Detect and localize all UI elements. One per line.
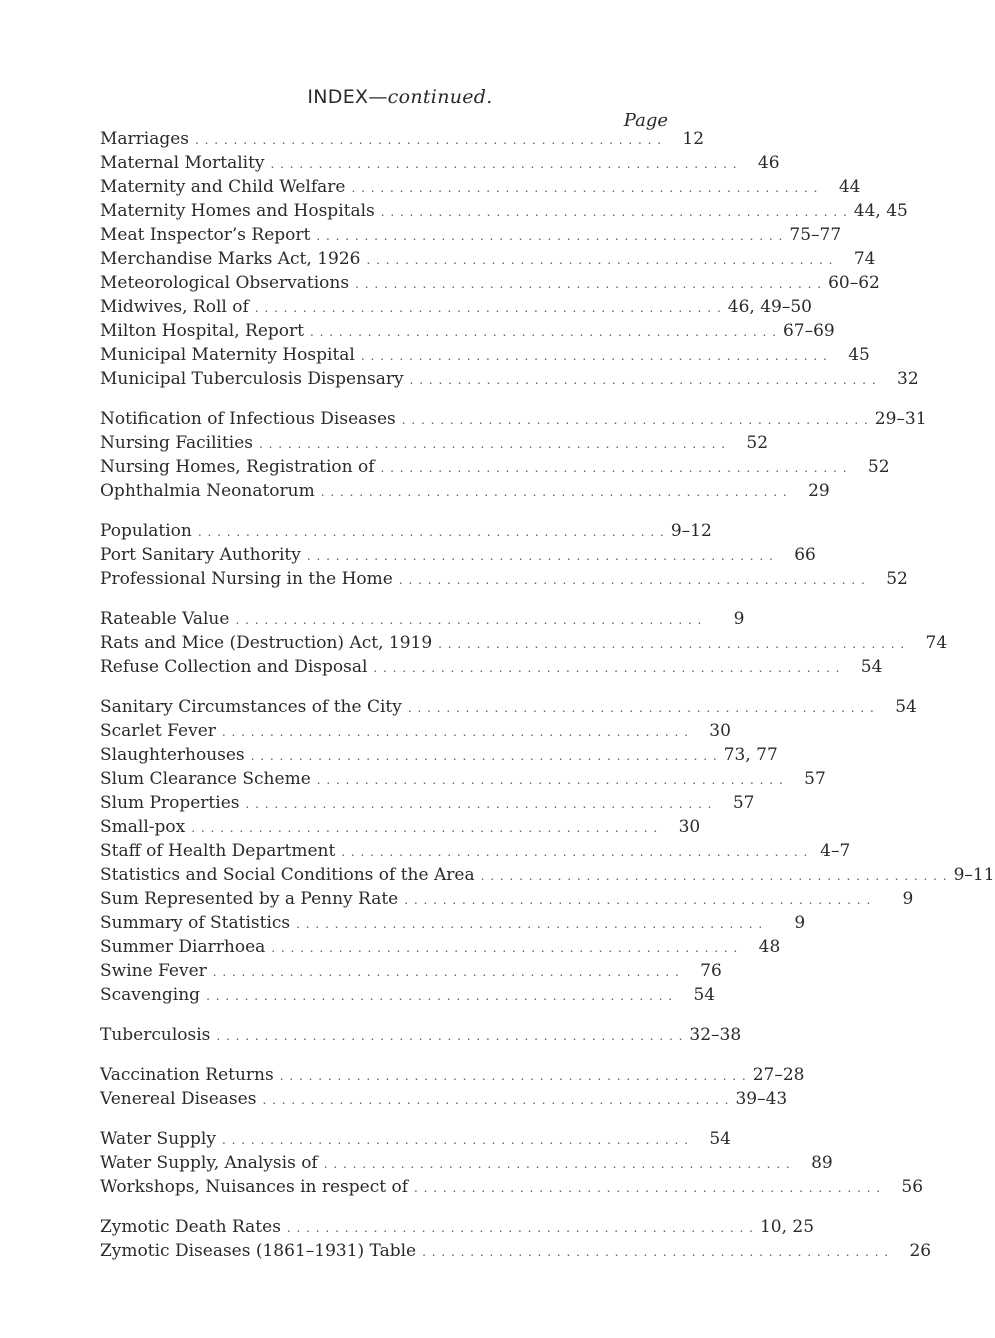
index-entry-title: Refuse Collection and Disposal (100, 657, 368, 677)
index-entry-pages: 12 (682, 129, 705, 149)
index-entry-title: Scavenging (100, 985, 201, 1005)
index-entry-title: Meat Inspector’s Report (100, 225, 311, 245)
dot-leader: . . . . . . . . . . . . . . . . . . . . . . . . . . . . . . . . . . . . . . . . . . . . . . . . . (262, 1093, 730, 1107)
index-entry-title: Water Supply, Analysis of (100, 1153, 318, 1173)
dot-leader: . . . . . . . . . . . . . . . . . . . . . . . . . . . . . . . . . . . . . . . . . . . . . . . . . (401, 413, 869, 427)
index-entry (100, 479, 830, 503)
index-entry-title: Swine Fever (100, 961, 207, 981)
index-entry-pages: 27–28 (752, 1065, 805, 1085)
index-entry (100, 695, 917, 719)
dot-leader: . . . . . . . . . . . . . . . . . . . . . . . . . . . . . . . . . . . . . . . . . . . . . . . . . (438, 637, 906, 651)
index-entry (100, 543, 816, 567)
index-group (100, 1023, 742, 1047)
index-entry (100, 631, 948, 655)
index-entry (100, 407, 927, 431)
index-entry-pages: 45 (848, 345, 870, 365)
index-entry-pages: 60–62 (828, 273, 880, 293)
dot-leader: . . . . . . . . . . . . . . . . . . . . . . . . . . . . . . . . . . . . . . . . . . . . . . . . . (306, 549, 774, 563)
index-entry (100, 935, 781, 959)
index-entry (100, 815, 701, 839)
index-entry-pages: 9–11 (953, 865, 995, 885)
index-entry (100, 743, 778, 767)
index-entry-pages: 9 (794, 913, 806, 933)
index-entry-title: Zymotic Diseases (1861–1931) Table (100, 1241, 417, 1261)
dot-leader: . . . . . . . . . . . . . . . . . . . . . . . . . . . . . . . . . . . . . . . . . . . . . . . . . (296, 917, 764, 931)
index-entry (100, 607, 745, 631)
dot-leader: . . . . . . . . . . . . . . . . . . . . . . . . . . . . . . . . . . . . . . . . . . . . . . . . . (355, 277, 823, 291)
dot-leader: . . . . . . . . . . . . . . . . . . . . . . . . . . . . . . . . . . . . . . . . . . . . . . . . . (191, 821, 659, 835)
index-entry (100, 719, 731, 743)
index-entry-pages: 74 (853, 249, 876, 269)
index-entry-title: Milton Hospital, Report (100, 321, 304, 341)
page-column-label: Page (623, 110, 668, 131)
dot-leader: . . . . . . . . . . . . . . . . . . . . . . . . . . . . . . . . . . . . . . . . . . . . . . . . . (351, 181, 819, 195)
index-entry-title: Maternal Mortality (100, 153, 265, 173)
index-entry (100, 431, 769, 455)
index-entry (100, 959, 722, 983)
index-entry (100, 319, 835, 343)
index-entry-title: Zymotic Death Rates (100, 1217, 281, 1237)
index-entry-pages: 48 (758, 937, 781, 957)
index-entry (100, 247, 876, 271)
dot-leader: . . . . . . . . . . . . . . . . . . . . . . . . . . . . . . . . . . . . . . . . . . . . . . . . . (221, 1133, 689, 1147)
index-entry-title: Municipal Tuberculosis Dispensary (100, 369, 404, 389)
dot-leader: . . . . . . . . . . . . . . . . . . . . . . . . . . . . . . . . . . . . . . . . . . . . . . . . . (259, 437, 727, 451)
index-list (100, 127, 995, 1279)
dot-leader: . . . . . . . . . . . . . . . . . . . . . . . . . . . . . . . . . . . . . . . . . . . . . . . . . (373, 661, 841, 675)
index-entry-title: Maternity Homes and Hospitals (100, 201, 375, 221)
index-entry-title: Slaughterhouses (100, 745, 245, 765)
index-entry-pages: 74 (925, 633, 948, 653)
index-entry-pages: 54 (860, 657, 883, 677)
index-entry (100, 567, 908, 591)
index-entry-title: Nursing Homes, Registration of (100, 457, 375, 477)
index-entry (100, 791, 755, 815)
index-entry-pages: 54 (895, 697, 917, 717)
index-entry (100, 839, 851, 863)
index-entry-pages: 44, 45 (853, 201, 908, 221)
index-entry-title: Marriages (100, 129, 190, 149)
index-entry-title: Slum Clearance Scheme (100, 769, 311, 789)
index-entry (100, 295, 812, 319)
dot-leader: . . . . . . . . . . . . . . . . . . . . . . . . . . . . . . . . . . . . . . . . . . . . . . . . . (245, 797, 713, 811)
index-entry-pages: 52 (867, 457, 890, 477)
index-entry-pages: 56 (901, 1177, 924, 1197)
index-heading-main: INDEX (307, 86, 369, 108)
index-entry-pages: 32 (897, 369, 919, 389)
index-entry-title: Tuberculosis (100, 1025, 211, 1045)
index-entry-pages: 75–77 (789, 225, 842, 245)
index-entry-pages: 46 (757, 153, 780, 173)
dot-leader: . . . . . . . . . . . . . . . . . . . . . . . . . . . . . . . . . . . . . . . . . . . . . . . . . (197, 525, 665, 539)
index-entry-pages: 89 (811, 1153, 833, 1173)
dot-leader: . . . . . . . . . . . . . . . . . . . . . . . . . . . . . . . . . . . . . . . . . . . . . . . . . (286, 1221, 754, 1235)
index-entry (100, 343, 870, 367)
index-entry-title: Statistics and Social Conditions of the Area (100, 865, 475, 885)
index-group (100, 695, 995, 1007)
index-entry-pages: 32–38 (689, 1025, 742, 1045)
index-entry-title: Sum Represented by a Penny Rate (100, 889, 399, 909)
index-entry (100, 455, 890, 479)
index-entry (100, 767, 826, 791)
index-entry-pages: 54 (709, 1129, 731, 1149)
dot-leader: . . . . . . . . . . . . . . . . . . . . . . . . . . . . . . . . . . . . . . . . . . . . . . . . . (320, 485, 788, 499)
dot-leader: . . . . . . . . . . . . . . . . . . . . . . . . . . . . . . . . . . . . . . . . . . . . . . . . . (341, 845, 809, 859)
index-entry-title: Professional Nursing in the Home (100, 569, 393, 589)
index-entry-pages: 44 (838, 177, 861, 197)
dot-leader: . . . . . . . . . . . . . . . . . . . . . . . . . . . . . . . . . . . . . . . . . . . . . . . . . (270, 157, 738, 171)
index-group (100, 1215, 932, 1263)
index-heading (0, 86, 800, 108)
index-group (100, 607, 948, 679)
index-entry-pages: 46, 49–50 (727, 297, 812, 317)
index-entry (100, 271, 880, 295)
dot-leader: . . . . . . . . . . . . . . . . . . . . . . . . . . . . . . . . . . . . . . . . . . . . . . . . . (380, 461, 848, 475)
index-entry-pages: 9 (902, 889, 914, 909)
index-entry (100, 863, 995, 887)
index-entry-pages: 39–43 (735, 1089, 788, 1109)
index-entry-title: Summer Diarrhoea (100, 937, 266, 957)
dot-leader: . . . . . . . . . . . . . . . . . . . . . . . . . . . . . . . . . . . . . . . . . . . . . . . . . (309, 325, 777, 339)
dot-leader: . . . . . . . . . . . . . . . . . . . . . . . . . . . . . . . . . . . . . . . . . . . . . . . . . (409, 373, 877, 387)
dot-leader: . . . . . . . . . . . . . . . . . . . . . . . . . . . . . . . . . . . . . . . . . . . . . . . . . (221, 725, 689, 739)
index-group (100, 1063, 805, 1111)
dot-leader: . . . . . . . . . . . . . . . . . . . . . . . . . . . . . . . . . . . . . . . . . . . . . . . . . (422, 1245, 890, 1259)
index-entry-title: Notification of Infectious Diseases (100, 409, 396, 429)
index-entry (100, 519, 712, 543)
dot-leader: . . . . . . . . . . . . . . . . . . . . . . . . . . . . . . . . . . . . . . . . . . . . . . . . . (212, 965, 680, 979)
index-entry (100, 1127, 731, 1151)
index-entry-title: Staff of Health Department (100, 841, 336, 861)
index-entry-pages: 29–31 (874, 409, 927, 429)
index-entry (100, 655, 883, 679)
index-entry-title: Ophthalmia Neonatorum (100, 481, 315, 501)
index-group (100, 127, 919, 391)
index-entry (100, 1023, 742, 1047)
dot-leader: . . . . . . . . . . . . . . . . . . . . . . . . . . . . . . . . . . . . . . . . . . . . . . . . . (380, 205, 848, 219)
index-entry-pages: 9–12 (670, 521, 712, 541)
index-entry-title: Municipal Maternity Hospital (100, 345, 355, 365)
index-entry-title: Port Sanitary Authority (100, 545, 301, 565)
index-entry (100, 199, 908, 223)
index-entry-pages: 26 (909, 1241, 932, 1261)
index-entry (100, 1175, 924, 1199)
index-group (100, 519, 908, 591)
dot-leader: . . . . . . . . . . . . . . . . . . . . . . . . . . . . . . . . . . . . . . . . . . . . . . . . . (414, 1181, 882, 1195)
dot-leader: . . . . . . . . . . . . . . . . . . . . . . . . . . . . . . . . . . . . . . . . . . . . . . . . . (407, 701, 875, 715)
index-entry-title: Merchandise Marks Act, 1926 (100, 249, 361, 269)
index-entry (100, 1087, 788, 1111)
index-entry-title: Scarlet Fever (100, 721, 216, 741)
index-entry-pages: 57 (804, 769, 826, 789)
index-entry-title: Water Supply (100, 1129, 216, 1149)
index-entry-title: Rats and Mice (Destruction) Act, 1919 (100, 633, 433, 653)
index-heading-continued: —continued. (368, 86, 493, 108)
dot-leader: . . . . . . . . . . . . . . . . . . . . . . . . . . . . . . . . . . . . . . . . . . . . . . . . . (195, 133, 663, 147)
dot-leader: . . . . . . . . . . . . . . . . . . . . . . . . . . . . . . . . . . . . . . . . . . . . . . . . . (398, 573, 866, 587)
dot-leader: . . . . . . . . . . . . . . . . . . . . . . . . . . . . . . . . . . . . . . . . . . . . . . . . . (235, 613, 703, 627)
index-entry-title: Vaccination Returns (100, 1065, 274, 1085)
index-entry-title: Rateable Value (100, 609, 230, 629)
dot-leader: . . . . . . . . . . . . . . . . . . . . . . . . . . . . . . . . . . . . . . . . . . . . . . . . . (216, 1029, 684, 1043)
index-entry (100, 1063, 805, 1087)
index-entry-pages: 54 (693, 985, 716, 1005)
dot-leader: . . . . . . . . . . . . . . . . . . . . . . . . . . . . . . . . . . . . . . . . . . . . . . . . . (366, 253, 834, 267)
index-entry-pages: 10, 25 (759, 1217, 815, 1237)
index-entry-title: Meteorological Observations (100, 273, 350, 293)
index-entry-pages: 67–69 (782, 321, 835, 341)
dot-leader: . . . . . . . . . . . . . . . . . . . . . . . . . . . . . . . . . . . . . . . . . . . . . . . . . (254, 301, 722, 315)
dot-leader: . . . . . . . . . . . . . . . . . . . . . . . . . . . . . . . . . . . . . . . . . . . . . . . . . (480, 869, 948, 883)
index-entry (100, 151, 780, 175)
dot-leader: . . . . . . . . . . . . . . . . . . . . . . . . . . . . . . . . . . . . . . . . . . . . . . . . . (279, 1069, 747, 1083)
index-entry-pages: 52 (746, 433, 769, 453)
index-entry (100, 1151, 833, 1175)
dot-leader: . . . . . . . . . . . . . . . . . . . . . . . . . . . . . . . . . . . . . . . . . . . . . . . . . (323, 1157, 791, 1171)
index-entry-pages: 66 (794, 545, 816, 565)
index-entry (100, 367, 919, 391)
index-entry-pages: 57 (732, 793, 755, 813)
index-entry-pages: 76 (700, 961, 722, 981)
index-entry-title: Summary of Statistics (100, 913, 291, 933)
dot-leader: . . . . . . . . . . . . . . . . . . . . . . . . . . . . . . . . . . . . . . . . . . . . . . . . . (206, 989, 674, 1003)
index-entry (100, 1239, 932, 1263)
index-entry-pages: 73, 77 (723, 745, 778, 765)
index-entry-title: Slum Properties (100, 793, 240, 813)
index-entry-title: Midwives, Roll of (100, 297, 249, 317)
index-entry-pages: 52 (886, 569, 908, 589)
index-entry (100, 175, 861, 199)
index-entry (100, 223, 842, 247)
dot-leader: . . . . . . . . . . . . . . . . . . . . . . . . . . . . . . . . . . . . . . . . . . . . . . . . . (250, 749, 718, 763)
index-entry-pages: 29 (808, 481, 830, 501)
dot-leader: . . . . . . . . . . . . . . . . . . . . . . . . . . . . . . . . . . . . . . . . . . . . . . . . . (316, 773, 784, 787)
index-entry-title: Sanitary Circumstances of the City (100, 697, 402, 717)
index-entry-title: Maternity and Child Welfare (100, 177, 346, 197)
dot-leader: . . . . . . . . . . . . . . . . . . . . . . . . . . . . . . . . . . . . . . . . . . . . . . . . . (271, 941, 739, 955)
index-group (100, 1127, 924, 1199)
dot-leader: . . . . . . . . . . . . . . . . . . . . . . . . . . . . . . . . . . . . . . . . . . . . . . . . . (316, 229, 784, 243)
index-entry-title: Nursing Facilities (100, 433, 254, 453)
dot-leader: . . . . . . . . . . . . . . . . . . . . . . . . . . . . . . . . . . . . . . . . . . . . . . . . . (360, 349, 828, 363)
index-group (100, 407, 927, 503)
index-entry-title: Workshops, Nuisances in respect of (100, 1177, 409, 1197)
index-entry (100, 127, 705, 151)
index-entry-title: Venereal Diseases (100, 1089, 257, 1109)
index-entry (100, 887, 914, 911)
dot-leader: . . . . . . . . . . . . . . . . . . . . . . . . . . . . . . . . . . . . . . . . . . . . . . . . . (404, 893, 872, 907)
index-entry-pages: 9 (733, 609, 745, 629)
index-entry (100, 911, 806, 935)
index-entry-pages: 4–7 (820, 841, 851, 861)
index-entry-title: Population (100, 521, 192, 541)
index-entry-pages: 30 (709, 721, 731, 741)
index-entry (100, 1215, 815, 1239)
index-entry-title: Small-pox (100, 817, 186, 837)
index-entry (100, 983, 716, 1007)
index-entry-pages: 30 (678, 817, 701, 837)
